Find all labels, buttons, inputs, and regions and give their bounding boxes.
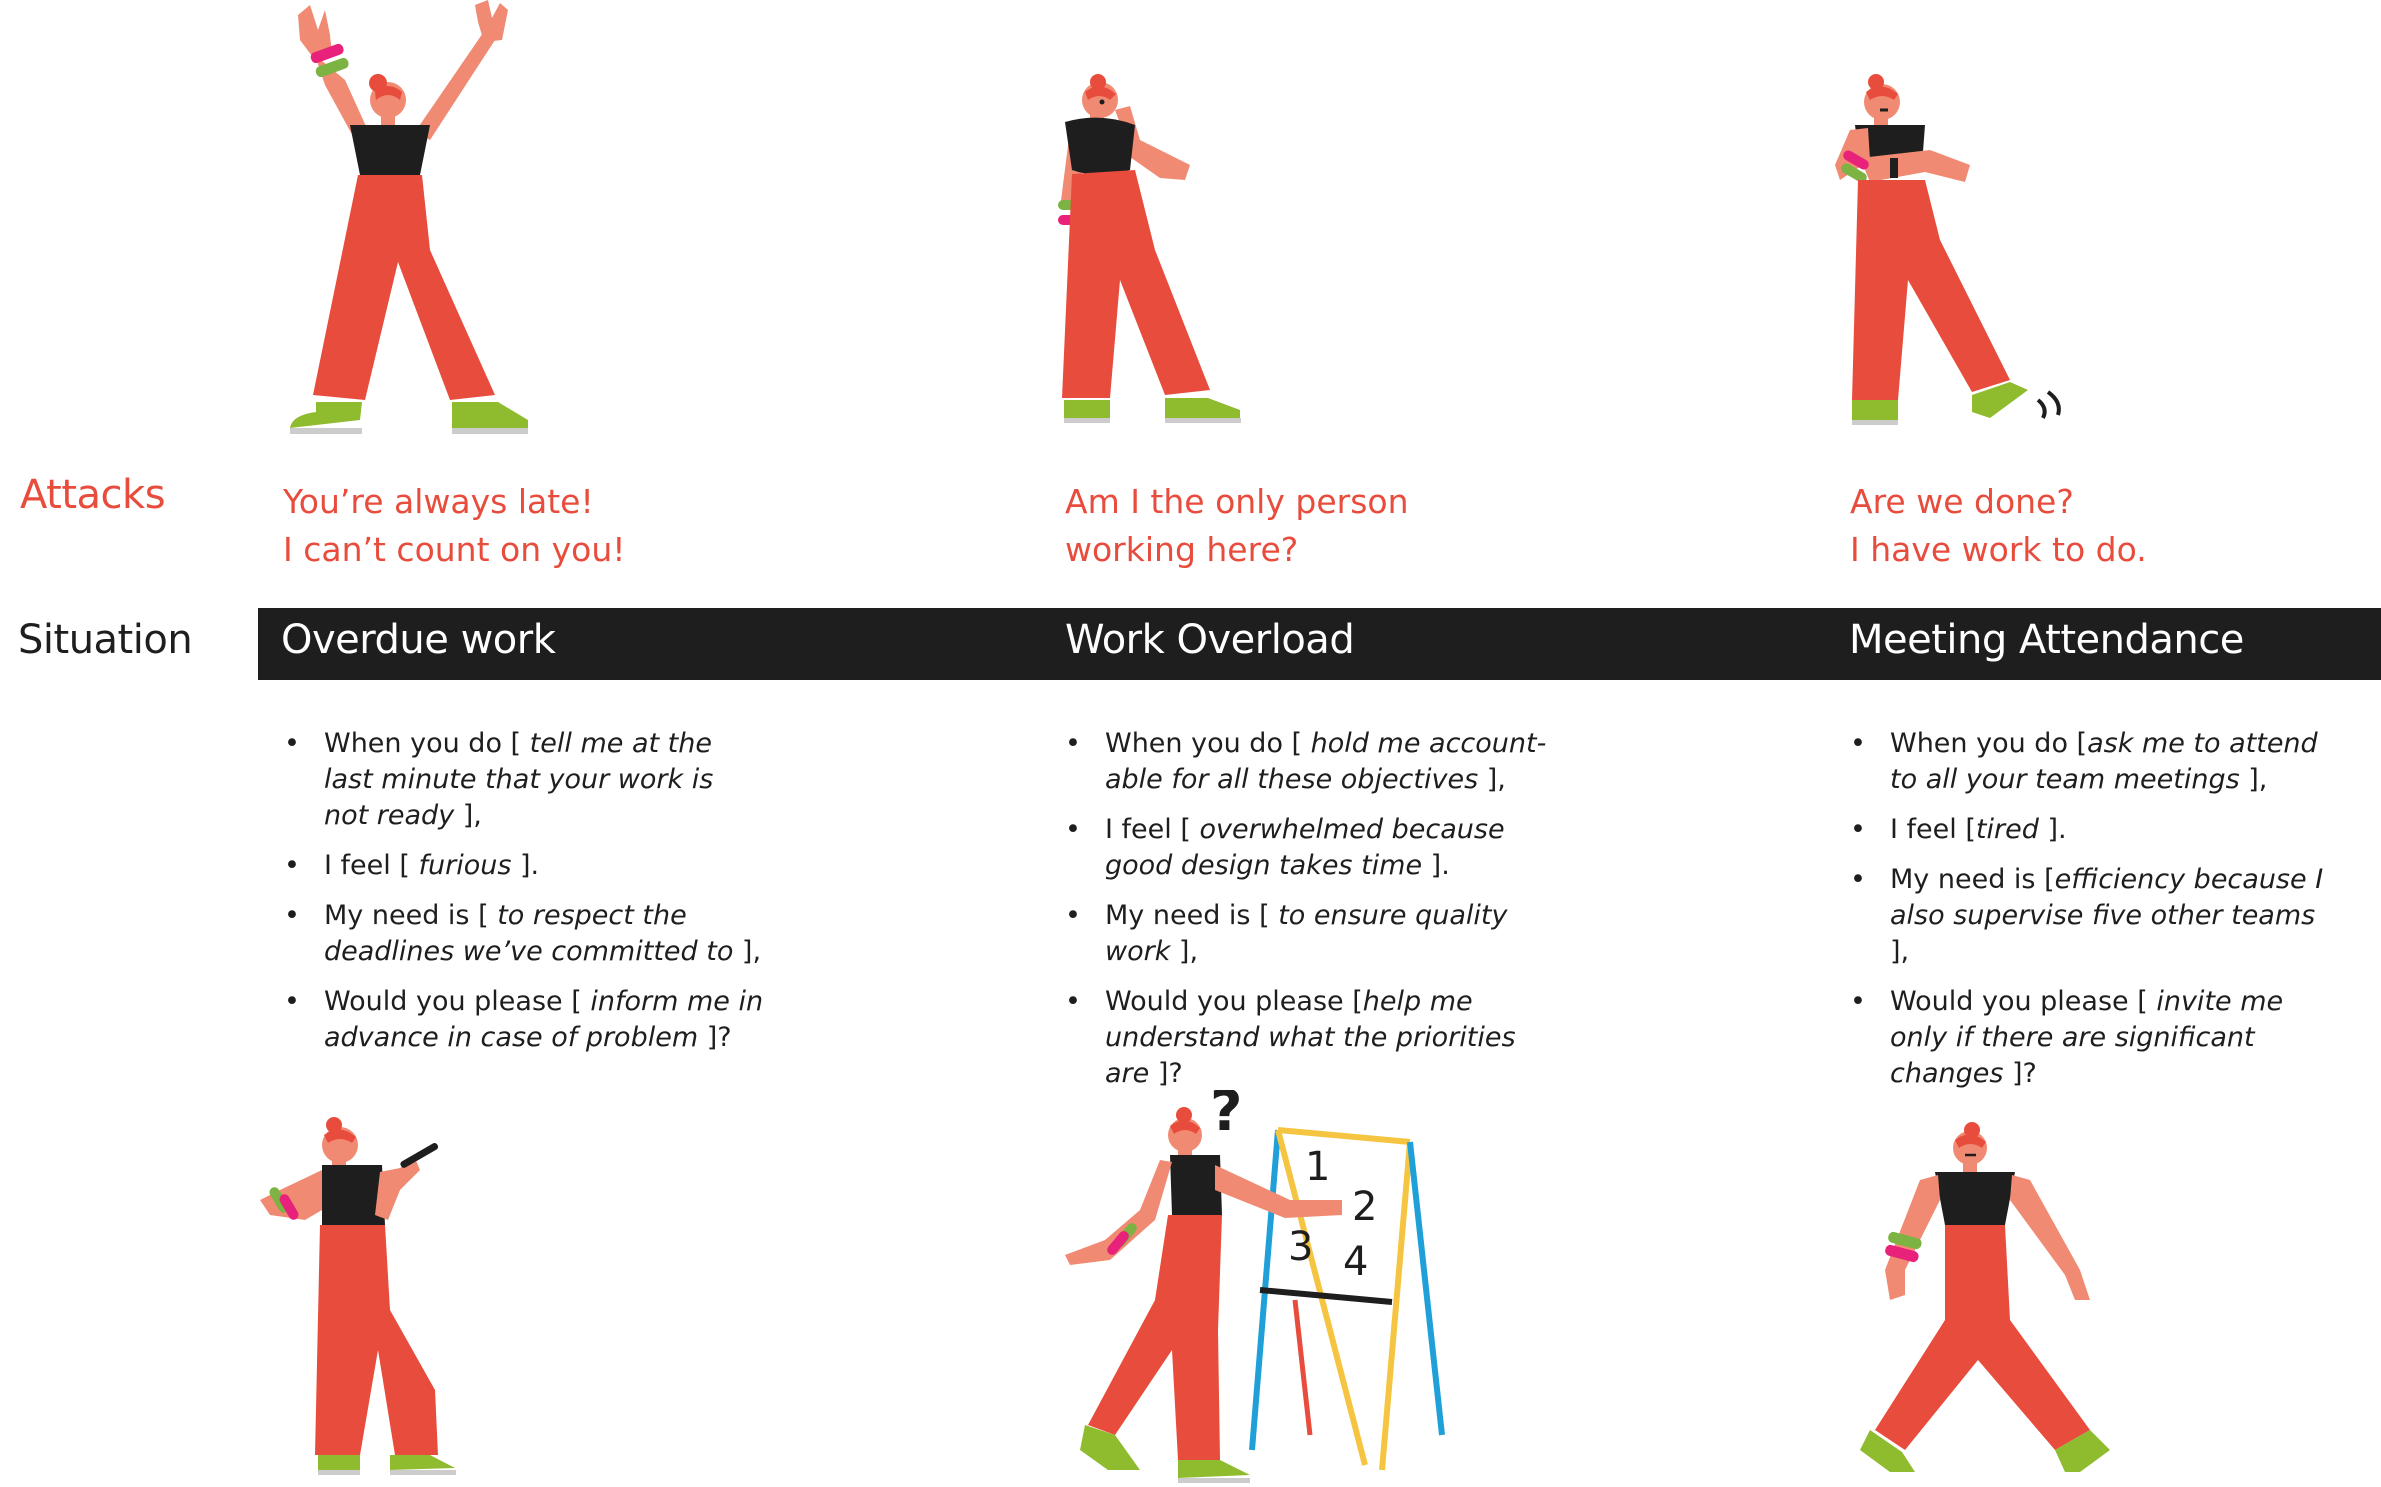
situation-title-overload: Work Overload [1065, 617, 1355, 663]
nvc-statement: • Would you please [ inform me in advance in case of problem ]? [284, 984, 764, 1056]
attack-line: I can’t count on you! [283, 530, 626, 569]
nvc-list-overload [1065, 726, 1565, 1106]
attack-text-overdue [283, 478, 843, 574]
nvc-statement: • When you do [ask me to attend to all your team meetings ], [1850, 726, 2340, 798]
woman-checking-watch-illustration [1830, 70, 2090, 440]
nvc-statement: • My need is [ to respect the deadlines we’ve committed to ], [284, 898, 764, 970]
woman-thinking-illustration [1040, 70, 1300, 440]
attack-line: Are we done? [1850, 482, 2074, 521]
nvc-statement: • Would you please [help me understand what the priorities are ]? [1065, 984, 1565, 1092]
whiteboard-number: 2 [1352, 1184, 1378, 1230]
woman-at-whiteboard-illustration [1060, 1090, 1460, 1487]
nvc-list-overdue [284, 726, 764, 1070]
nvc-statement: • When you do [ hold me account-able for all these objectives ], [1065, 726, 1565, 798]
nvc-statement: • When you do [ tell me at the last minute that your work is not ready ], [284, 726, 764, 834]
whiteboard-number: 3 [1288, 1224, 1314, 1270]
attacks-row-label: Attacks [20, 472, 166, 518]
nvc-statement: • I feel [ overwhelmed because good design takes time ]. [1065, 812, 1565, 884]
nvc-statement: • My need is [efficiency because I also supervise five other teams ], [1850, 862, 2340, 970]
situation-title-overdue: Overdue work [281, 617, 556, 663]
situation-row-label: Situation [18, 617, 193, 663]
nvc-list-meeting [1850, 726, 2340, 1106]
attack-text-meeting [1850, 478, 2381, 574]
nvc-statement: • Would you please [ invite me only if there are significant changes ]? [1850, 984, 2340, 1092]
attack-line: Am I the only person [1065, 482, 1409, 521]
nvc-statement: • I feel [tired ]. [1850, 812, 2340, 848]
nvc-statement: • My need is [ to ensure quality work ], [1065, 898, 1565, 970]
whiteboard-number: 1 [1305, 1144, 1331, 1190]
attack-line: working here? [1065, 530, 1299, 569]
whiteboard-number: 4 [1343, 1239, 1369, 1285]
woman-walking-illustration [1860, 1120, 2130, 1480]
woman-with-pen-illustration [250, 1110, 470, 1480]
nvc-statement: • I feel [ furious ]. [284, 848, 764, 884]
question-mark: ? [1210, 1090, 1243, 1144]
attack-line: You’re always late! [283, 482, 594, 521]
attack-text-overload [1065, 478, 1625, 574]
attack-line: I have work to do. [1850, 530, 2147, 569]
situation-title-meeting: Meeting Attendance [1849, 617, 2244, 663]
woman-arms-raised-illustration [270, 0, 560, 440]
